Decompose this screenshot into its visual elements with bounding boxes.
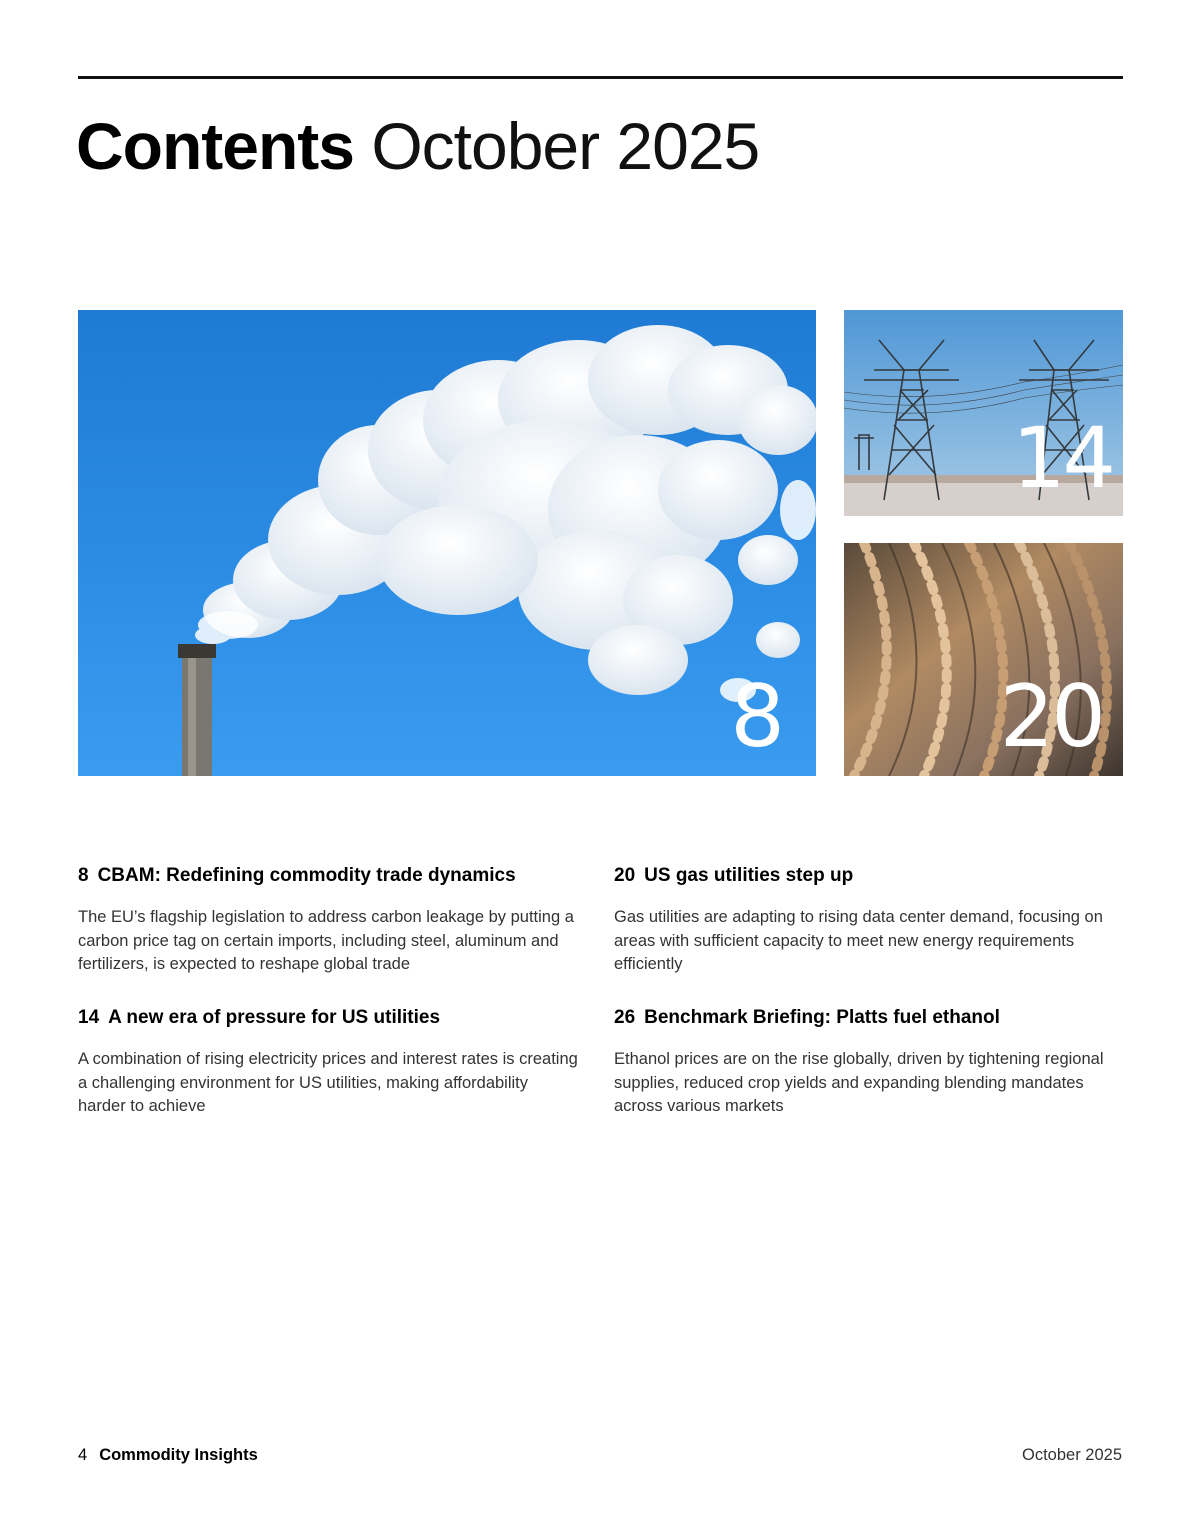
toc-entry-summary: A combination of rising electricity prices and interest rates is creating a challenging environment for US utilities, making affordability harder to achieve [78, 1050, 578, 1115]
top-rule [78, 76, 1123, 79]
feature-image-turbine[interactable] [844, 543, 1123, 776]
toc-entry-title: A new era of pressure for US utilities [108, 1007, 441, 1028]
toc-entry-summary: Gas utilities are adapting to rising data center demand, focusing on areas with sufficient capacity to meet new energy requirements efficiently [614, 908, 1103, 973]
footer-publication: Commodity Insights [99, 1446, 258, 1464]
toc-entry-title: Benchmark Briefing: Platts fuel ethanol [644, 1007, 1000, 1028]
toc-entry[interactable] [78, 864, 578, 977]
image-page-number: 14 [1012, 409, 1113, 507]
footer-date: October 2025 [1022, 1446, 1122, 1464]
toc-entry[interactable] [78, 1006, 578, 1119]
toc-entry-heading[interactable] [78, 864, 578, 888]
footer-left [78, 1444, 258, 1466]
toc-entry-summary: The EU’s flagship legislation to address carbon leakage by putting a carbon price tag on certain imports, including steel, aluminum and fertilizers, is expected to reshape global trade [78, 908, 574, 973]
feature-image-power-towers[interactable] [844, 310, 1123, 516]
toc-entry[interactable] [614, 864, 1114, 977]
toc-entry-summary: Ethanol prices are on the rise globally, driven by tightening regional supplies, reduced crop yields and expanding blending mandates across various markets [614, 1050, 1104, 1115]
toc-entry-page: 26 [614, 1007, 636, 1028]
footer-page-number: 4 [78, 1446, 88, 1464]
page-title-contents: Contents [76, 109, 354, 183]
toc-entry-title: CBAM: Redefining commodity trade dynamics [97, 865, 516, 886]
toc-entry-heading[interactable] [614, 1006, 1114, 1030]
page-title-date: October 2025 [371, 109, 760, 183]
toc-entry-page: 8 [78, 865, 89, 886]
toc-entry-title: US gas utilities step up [644, 865, 854, 886]
toc-entry-page: 20 [614, 865, 636, 886]
toc-entry-heading[interactable] [614, 864, 1114, 888]
smokestack-illustration [78, 310, 816, 776]
page-title [76, 106, 759, 186]
toc-entry[interactable] [614, 1006, 1114, 1119]
toc-entry-page: 14 [78, 1007, 100, 1028]
feature-image-smokestack[interactable] [78, 310, 816, 776]
toc-entry-heading[interactable] [78, 1006, 578, 1030]
image-page-number: 8 [730, 667, 782, 767]
image-page-number: 20 [999, 667, 1103, 767]
